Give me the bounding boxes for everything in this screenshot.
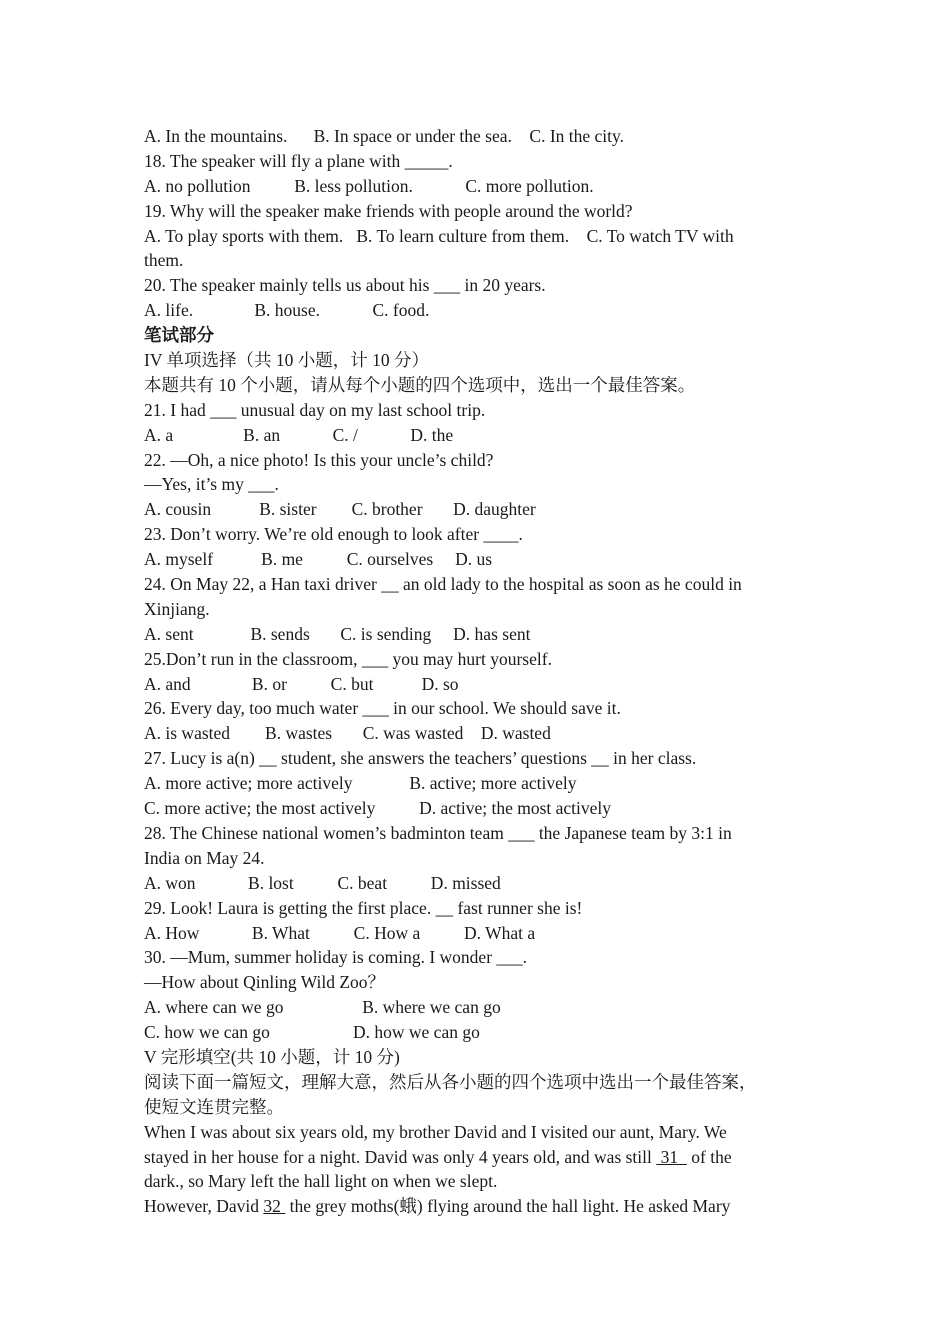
passage-line-3: dark., so Mary left the hall light on when we slept.	[144, 1171, 498, 1192]
q25-options: A. and B. or C. but D. so	[144, 673, 459, 694]
q27-options-ab: A. more active; more actively B. active; more actively	[144, 773, 577, 794]
q22-stem: 22. —Oh, a nice photo! Is this your uncle’s child?	[144, 449, 494, 470]
q22-options: A. cousin B. sister C. brother D. daughter	[144, 499, 536, 520]
q23-stem: 23. Don’t worry. We’re old enough to look after ____.	[144, 524, 523, 545]
section-v-instructions: 阅读下面一篇短文，理解大意，然后从各小题的四个选项中选出一个最佳答案，	[144, 1071, 757, 1092]
q28-options: A. won B. lost C. beat D. missed	[144, 872, 501, 893]
passage-line-4	[144, 1194, 808, 1219]
q28-stem: 28. The Chinese national women’s badminton team ___ the Japanese team by 3:1 in	[144, 822, 732, 843]
blank-32: 32	[263, 1196, 286, 1217]
q30-reply: —How about Qinling Wild Zoo？	[144, 972, 386, 993]
q19-options: A. To play sports with them. B. To learn culture from them. C. To watch TV with	[144, 225, 734, 246]
section-v-title: V 完形填空(共 10 小题，计 10 分)	[144, 1046, 400, 1067]
section-v-instructions-cont: 使短文连贯完整。	[144, 1096, 284, 1117]
passage-text: stayed in her house for a night. David was only 4 years old, and was still	[144, 1146, 657, 1167]
q19-options-cont: them.	[144, 250, 184, 271]
q24-options: A. sent B. sends C. is sending D. has sent	[144, 623, 531, 644]
passage-text: the grey moths(蛾) flying around the hall light. He asked Mary	[285, 1196, 731, 1217]
document-page	[144, 124, 808, 1219]
q29-stem: 29. Look! Laura is getting the first place. __ fast runner she is!	[144, 897, 583, 918]
q27-options-cd: C. more active; the most actively D. active; the most actively	[144, 798, 612, 819]
q21-stem: 21. I had ___ unusual day on my last school trip.	[144, 399, 486, 420]
q24-stem: 24. On May 22, a Han taxi driver __ an old lady to the hospital as soon as he could in	[144, 574, 742, 595]
q20-options: A. life. B. house. C. food.	[144, 300, 430, 321]
q22-reply: —Yes, it’s my ___.	[144, 474, 279, 495]
q24-stem-cont: Xinjiang.	[144, 598, 210, 619]
q17-options: A. In the mountains. B. In space or under the sea. C. In the city.	[144, 126, 625, 146]
q29-options: A. How B. What C. How a D. What a	[144, 922, 536, 943]
q25-stem: 25.Don’t run in the classroom, ___ you may hurt yourself.	[144, 648, 552, 669]
passage-line-1: When I was about six years old, my brother David and I visited our aunt, Mary. We	[144, 1121, 727, 1142]
passage-text: However, David	[144, 1196, 264, 1217]
q23-options: A. myself B. me C. ourselves D. us	[144, 549, 493, 570]
q18-stem: 18. The speaker will fly a plane with _____.	[144, 150, 453, 171]
q20-stem: 20. The speaker mainly tells us about his ___ in 20 years.	[144, 275, 546, 296]
q18-options: A. no pollution B. less pollution. C. more pollution.	[144, 175, 594, 196]
q19-stem: 19. Why will the speaker make friends with people around the world?	[144, 200, 633, 221]
passage-line-2	[144, 1145, 808, 1170]
q26-options: A. is wasted B. wastes C. was wasted D. wasted	[144, 723, 551, 744]
q30-stem: 30. —Mum, summer holiday is coming. I wonder ___.	[144, 947, 528, 968]
q27-stem: 27. Lucy is a(n) __ student, she answers the teachers’ questions __ in her class.	[144, 748, 697, 769]
q30-options-cd: C. how we can go D. how we can go	[144, 1022, 480, 1043]
section-iv-instructions: 本题共有 10 个小题，请从每个小题的四个选项中，选出一个最佳答案。	[144, 374, 696, 395]
q30-options-ab: A. where can we go B. where we can go	[144, 997, 501, 1018]
q21-options: A. a B. an C. / D. the	[144, 424, 454, 445]
q26-stem: 26. Every day, too much water ___ in our school. We should save it.	[144, 698, 621, 719]
passage-text: of the	[686, 1146, 732, 1167]
section-written-heading: 笔试部分	[144, 325, 214, 346]
blank-31: 31	[656, 1146, 687, 1167]
section-iv-title: IV 单项选择（共 10 小题，计 10 分）	[144, 350, 430, 371]
q28-stem-cont: India on May 24.	[144, 847, 265, 868]
